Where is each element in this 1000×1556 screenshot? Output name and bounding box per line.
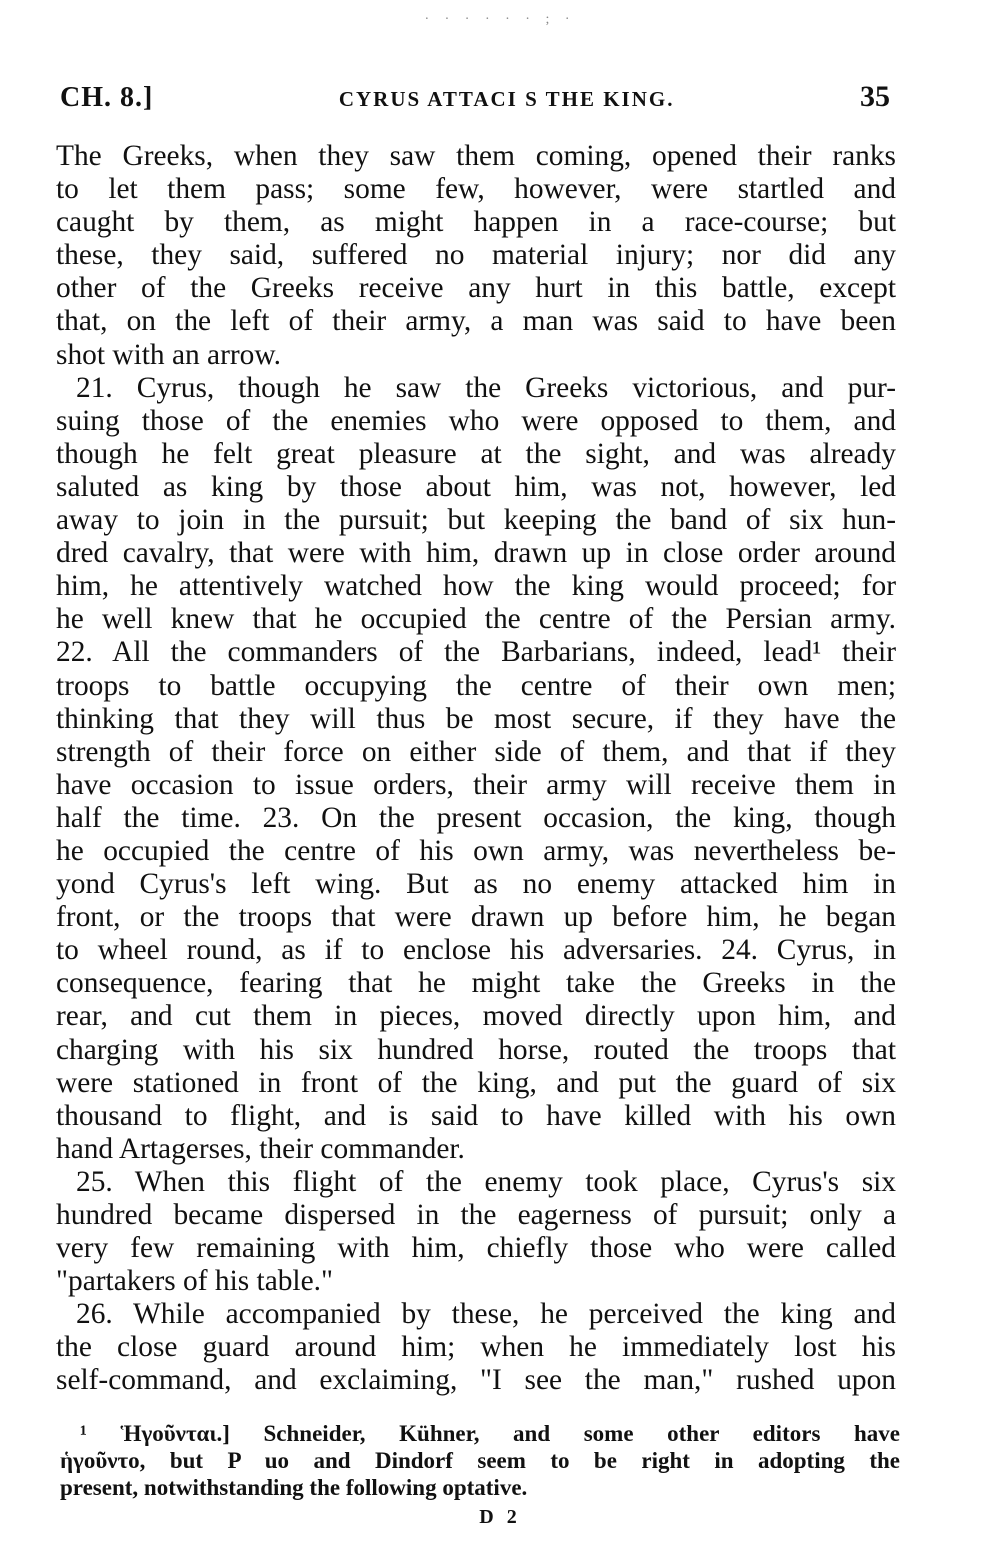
footnote-line: ἡγοῦντο, but P uo and Dindorf seem to be right in adopting the bbox=[60, 1448, 900, 1473]
page-number: 35 bbox=[859, 80, 890, 113]
text-line: thinking that they will thus be most secure, if they have the bbox=[56, 702, 896, 735]
text-line: troops to battle occupying the centre of their own men; bbox=[56, 669, 896, 702]
text-line: saluted as king by those about him, was not, however, led bbox=[56, 470, 896, 503]
text-line: have occasion to issue orders, their army will receive them in bbox=[56, 768, 896, 801]
text-line: 25. When this flight of the enemy took place, Cyrus's six bbox=[76, 1165, 896, 1198]
text-line: these, they said, suffered no material injury; nor did any bbox=[56, 239, 896, 272]
text-line: very few remaining with him, chiefly those who were called bbox=[56, 1232, 896, 1265]
text-line: he occupied the centre of his own army, was nevertheless be- bbox=[56, 834, 896, 867]
text-line: other of the Greeks receive any hurt in this battle, except bbox=[56, 272, 896, 305]
text-line: though he felt great pleasure at the sight, and was already bbox=[56, 437, 896, 470]
text-line: suing those of the enemies who were opposed to them, and bbox=[56, 404, 896, 437]
text-line: thousand to flight, and is said to have killed with his own bbox=[56, 1099, 896, 1132]
text-line: hundred became dispersed in the eagerness of pursuit; only a bbox=[56, 1199, 896, 1231]
text-line: shot with an arrow. bbox=[56, 338, 282, 371]
text-line: caught by them, as might happen in a race-course; but bbox=[56, 206, 896, 239]
footnote-line: present, notwithstanding the following optative. bbox=[60, 1475, 528, 1500]
text-line: rear, and cut them in pieces, moved directly upon him, and bbox=[56, 1000, 896, 1033]
text-line: were stationed in front of the king, and put the guard of six bbox=[56, 1066, 896, 1099]
signature-mark: D 2 bbox=[479, 1506, 521, 1528]
text-line: him, he attentively watched how the king would proceed; for bbox=[56, 570, 896, 603]
text-line: half the time. 23. On the present occasion, the king, though bbox=[56, 801, 896, 834]
text-line: self-command, and exclaiming, "I see the man," rushed upon bbox=[56, 1364, 896, 1397]
running-header bbox=[60, 80, 890, 120]
footnote-line: ¹ Ἡγοῦνται.] Schneider, Kühner, and some other editors have bbox=[80, 1421, 900, 1446]
text-line: "partakers of his table." bbox=[56, 1265, 333, 1298]
text-line: charging with his six hundred horse, routed the troops that bbox=[56, 1033, 896, 1066]
text-line: to let them pass; some few, however, were startled and bbox=[56, 173, 896, 206]
text-line: The Greeks, when they saw them coming, opened their ranks bbox=[56, 140, 896, 172]
running-title: CYRUS ATTACI S THE KING. bbox=[338, 87, 675, 111]
text-line: dred cavalry, that were with him, drawn up in close order around bbox=[56, 537, 896, 570]
main-text bbox=[56, 140, 896, 1398]
scan-smudge: · · · · · · ; · bbox=[424, 12, 576, 27]
footnotes bbox=[60, 1420, 900, 1501]
chapter-label: CH. 8.] bbox=[60, 82, 154, 113]
text-line: front, or the troops that were drawn up before him, he began bbox=[56, 901, 896, 934]
text-line: he well knew that he occupied the centre of the Persian army. bbox=[56, 603, 896, 636]
text-line: 22. All the commanders of the Barbarians, indeed, lead¹ their bbox=[56, 636, 896, 669]
text-line: strength of their force on either side of them, and that if they bbox=[56, 735, 896, 768]
text-line: away to join in the pursuit; but keeping the band of six hun- bbox=[56, 504, 896, 537]
text-line: to wheel round, as if to enclose his adversaries. 24. Cyrus, in bbox=[56, 934, 896, 967]
text-line: 21. Cyrus, though he saw the Greeks victorious, and pur- bbox=[76, 371, 896, 404]
text-line: that, on the left of their army, a man was said to have been bbox=[56, 305, 896, 338]
text-line: hand Artagerses, their commander. bbox=[56, 1132, 465, 1165]
text-line: the close guard around him; when he immediately lost his bbox=[56, 1331, 896, 1364]
text-line: yond Cyrus's left wing. But as no enemy attacked him in bbox=[56, 868, 896, 901]
text-line: 26. While accompanied by these, he perceived the king and bbox=[76, 1298, 896, 1331]
text-line: consequence, fearing that he might take the Greeks in the bbox=[56, 967, 896, 1000]
